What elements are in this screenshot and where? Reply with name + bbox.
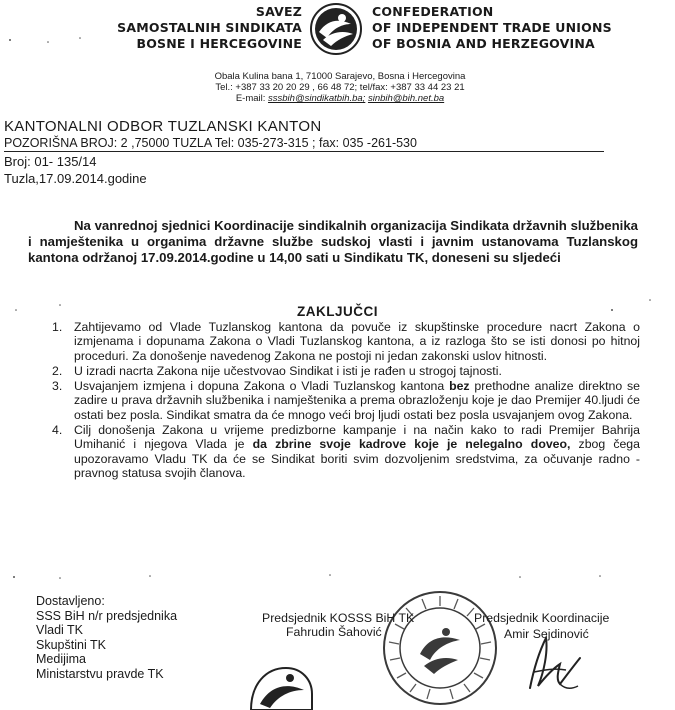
list-item-text: prethodne analize direktno se zadire u prava državnih službenika i namještenika a prema obrazloženju koje je dao Premijer 40.ljudi će ostati bez posla. Sindikat smatra da će mnogo veći broj ljudi ostati bez posla usvajanjem ovog Zakona.	[74, 379, 641, 422]
contact-address: Obala Kulina bana 1, 71000 Sarajevo, Bosna i Hercegovina	[214, 71, 466, 82]
list-item-number: 4.	[52, 423, 63, 438]
recipient-item: Skupštini TK	[36, 637, 106, 652]
list-item	[38, 320, 640, 363]
signatory-right-name: Amir Sejdinović	[504, 627, 589, 641]
handwritten-signature-icon	[520, 628, 590, 698]
letterhead-right-line3: OF BOSNIA AND HERZEGOVINA	[372, 36, 595, 51]
contact-email	[100, 93, 580, 104]
letterhead-left-line2: SAMOSTALNIH SINDIKATA	[117, 20, 302, 35]
recipient-item: SSS BiH n/r predsjednika	[36, 608, 178, 623]
intro-paragraph	[28, 218, 638, 266]
list-item	[38, 423, 640, 480]
intro-text: Na vanrednoj sjednici Koordinacije sindikalnih organizacija Sindikata državnih službenika i namještenika u organima državne službe sudskoj vlasti i javnim ustanovama Tuzlanskog kantona održanoj 17.09.2014.godine u 14,00 sati u Sindikatu TK, doneseni su sljedeći	[28, 218, 638, 265]
signatory-right-role: Predsjednik Koordinacije	[474, 611, 610, 625]
official-stamp-icon	[380, 588, 500, 708]
list-item-text: Zahtijevamo od Vlade Tuzlanskog kantona da povuče iz skupštinske procedure nacrt Zakona o izmjenama i dopunama Zakona o Vladi Tuzlanskog kantona, a iz razloga što se isti donosi po hitnoj proceduri. Za donošenje navedenog Zakona ne postoji ni jedan zakonski uslov hitnosti.	[74, 320, 640, 363]
email-link-1[interactable]: sssbih@sindikatbih.ba;	[268, 93, 366, 104]
list-item	[38, 379, 640, 422]
list-item-number: 2.	[52, 363, 63, 378]
email-link-2[interactable]: sinbih@bih.net.ba	[367, 93, 445, 104]
committee-address: POZORIŠNA BROJ: 2 ,75000 TUZLA Tel: 035-273-315 ; fax: 035 -261-530	[4, 136, 604, 152]
list-item	[38, 364, 640, 378]
committee-name: KANTONALNI ODBOR TUZLANSKI KANTON	[4, 118, 322, 135]
letterhead-right	[372, 4, 672, 52]
list-item-text: Cilj donošenja Zakona u vrijeme predizborne kampanje i na način kako to radi Premijer Bahrija Umihanić i njegova Vlada je	[74, 423, 640, 452]
conclusions-list	[38, 320, 640, 480]
list-item-number: 3.	[52, 379, 63, 394]
list-item-text: U izradi nacrta Zakona nije učestvovao Sindikat i isti je rađen u strogoj tajnosti.	[74, 363, 502, 378]
signatory-left-role: Predsjednik KOSSS BiH TK	[262, 611, 415, 625]
signatory-left-name: Fahrudin Šahović	[286, 625, 382, 639]
list-item-text: Usvajanjem izmjena i dopuna Zakona o Vladi Tuzlanskog kantona	[74, 379, 445, 394]
recipient-item: Ministarstvu pravde TK	[36, 666, 164, 681]
recipients-block	[36, 594, 177, 681]
list-item-bold: bez	[449, 379, 470, 394]
recipient-item: Medijima	[36, 652, 87, 666]
conclusions-title: ZAKLJUČCI	[297, 304, 378, 319]
union-logo-small-icon	[246, 664, 316, 710]
contact-phone: Tel.: +387 33 20 20 29 , 66 48 72; tel/fax: +387 33 44 23 21	[215, 82, 465, 93]
document-number: Broj: 01- 135/14	[4, 154, 97, 169]
letterhead-left-line3: BOSNE I HERCEGOVINE	[136, 36, 302, 51]
document-date: Tuzla,17.09.2014.godine	[4, 171, 147, 186]
list-item-bold: da zbrine svoje kadrove koje je nelegalno doveo,	[252, 437, 571, 452]
letterhead-contact	[100, 71, 580, 104]
list-item-text: zbog čega upozoravamo Vladu TK da će se Sindikat boriti svim dozvoljenim sredstvima, za očuvanje radno - pravnog statusa svojih članova.	[74, 437, 640, 480]
letterhead-right-line1: CONFEDERATION	[372, 4, 494, 19]
recipient-item: Vladi TK	[36, 623, 84, 637]
email-label: E-mail:	[235, 93, 266, 104]
letterhead-left	[90, 4, 302, 52]
union-logo-icon	[309, 2, 363, 56]
letterhead-left-line1: SAVEZ	[255, 4, 302, 19]
recipients-title: Dostavljeno:	[36, 594, 105, 608]
list-item-number: 1.	[52, 320, 63, 334]
letterhead-right-line2: OF INDEPENDENT TRADE UNIONS	[372, 20, 612, 35]
